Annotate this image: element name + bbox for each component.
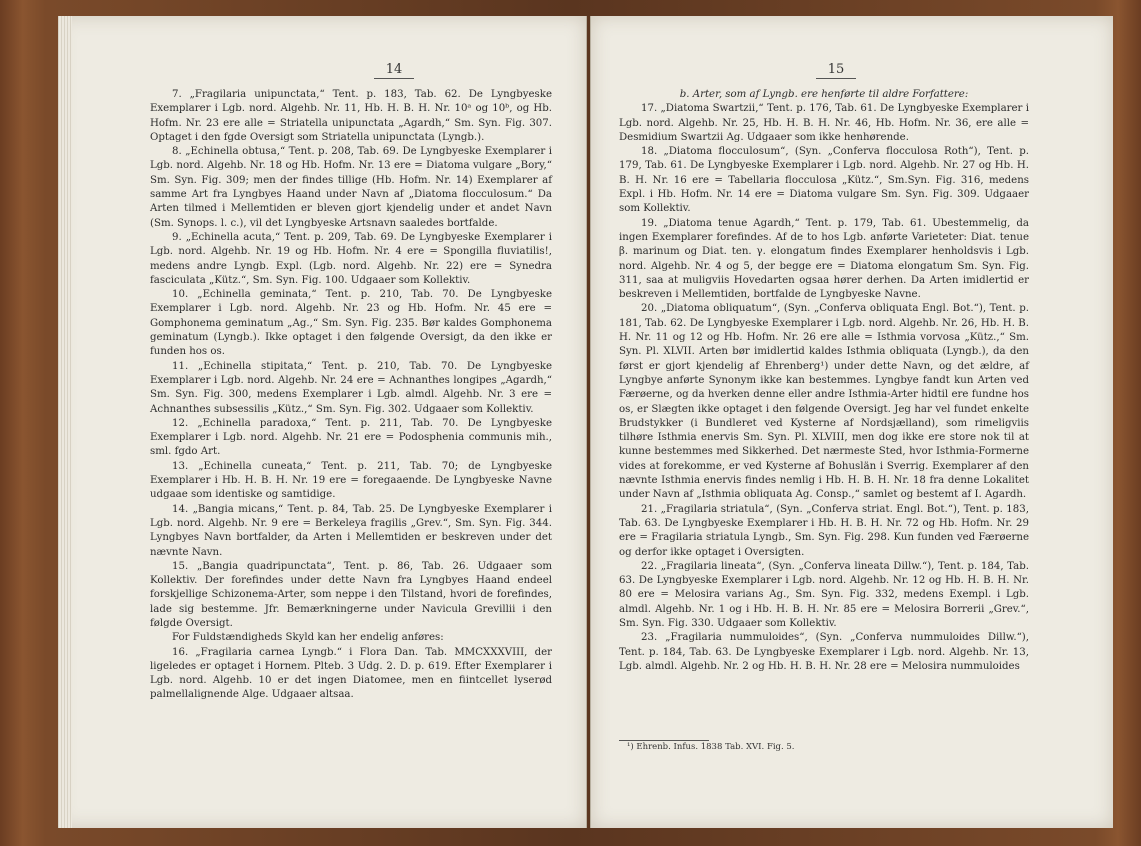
page-number-rule [816,78,856,79]
page-number [374,62,414,79]
paragraph: 16. „Fragilaria carnea Lyngb.“ i Flora Dan. Tab. MMCXXXVIII, der ligeledes er optaget i Hornem. Plteb. 3 Udg. 2. D. p. 619. Efter Exemplarer i Lgb. nord. Algehb. 10 er det ingen Diatomee, men en fiintcellet lyserød palmellalignende Alge. Udgaaer altsaa. [150,646,552,701]
footnote-rule [619,740,709,741]
paragraph: 23. „Fragilaria nummuloides“, (Syn. „Conferva nummuloides Dillw.“), Tent. p. 184, Tab. 63. De Lyngbyeske Exemplarer i Lgb. nord. Algehb. Nr. 13, Lgb. almdl. Algehb. Nr. 2 og Hb. H. B. H. Nr. 28 ere = Melosira nummuloides [619,632,1029,672]
paragraph: 18. „Diatoma flocculosum“, (Syn. „Conferva flocculosa Roth“), Tent. p. 179, Tab. 61. De Lyngbyeske Exemplarer i Lgb. nord. Algehb. Nr. 27 og Hb. H. B. H. Nr. 16 ere = Tabellaria flocculosa „Kütz.“, Sm.Syn. Fig. 316, medens Expl. i Hb. Hofm. Nr. 14 ere = Diatoma vulgare Sm. Syn. Fig. 309. Udgaaer som Kollektiv. [619,146,1029,215]
paragraph: For Fuldstændigheds Skyld kan her endelig anføres: [172,632,444,644]
paragraph: 21. „Fragilaria striatula“, (Syn. „Conferva striat. Engl. Bot.“), Tent. p. 183, Tab. 63. De Lyngbyeske Exemplarer i Hb. H. B. H. Nr. 72 og Hb. Hofm. Nr. 29 ere = Fragilaria striatula Lyngb., Sm. Syn. Fig. 298. Kun funden ved Færøerne og derfor ikke optaget i Oversigten. [619,503,1029,558]
paragraph: 20. „Diatoma obliquatum“, (Syn. „Conferva obliquata Engl. Bot.“), Tent. p. 181, Tab. 62. De Lyngbyeske Exemplarer i Lgb. nord. Algehb. Nr. 26, Hb. H. B. H. Nr. 11 og 12 og Hb. Hofm. Nr. 26 ere alle = Isthmia vorvosa „Kütz.,“ Sm. Syn. Pl. XLVII. Arten bør imidlertid kaldes Isthmia obliquata (Lyngb.), da den først er gjort kjendelig af Ehrenberg¹) under dette Navn, og det ældre, af Lyngbye anførte Synonym ikke kan bestemmes. Lyngbye fandt kun Arten ved Færøerne, og da hverken denne eller andre Isthmia-Arter hidtil ere fundne hos os, er Slægten ikke optaget i den følgende Oversigt. Jeg har vel fundet enkelte Brudstykker (i Bundleret ved Kysterne af Nordsjælland), som rimeligviis tilhøre Isthmia enervis Sm. Syn. Pl. XLVIII, men dog ikke ere store nok til at kunne bestemmes med Sikkerhed. Det nærmeste Sted, hvor Isthmia-Formerne vides at forekomme, er ved Kysterne af Bohuslän i Sverrig. Exemplarer af den nævnte Isthmia enervis findes nemlig i Hb. H. B. H. Nr. 18 fra denne Lokalitet under Navn af „Isthmia obliquata Ag. Consp.,“ samlet og bestemt af I. Agardh. [619,303,1029,501]
page-number-text: 14 [385,62,403,77]
paragraph: 14. „Bangia micans,“ Tent. p. 84, Tab. 25. De Lyngbyeske Exemplarer i Lgb. nord. Algehb. Nr. 9 ere = Berkeleya fragilis „Grev.“, Sm. Syn. Fig. 344. Lyngbyes Navn bortfalder, da Arten i Mellemtiden er beskreven under det nævnte Navn. [150,503,552,558]
paragraph: 17. „Diatoma Swartzii,“ Tent. p. 176, Tab. 61. De Lyngbyeske Exemplarer i Lgb. nord. Algehb. Nr. 25, Hb. H. B. H. Nr. 46, Hb. Hofm. Nr. 36, ere alle = Desmidium Swartzii Ag. Udgaaer som ikke henhørende. [619,103,1029,143]
left-page-text [150,88,552,703]
paragraph: 19. „Diatoma tenue Agardh,“ Tent. p. 179, Tab. 61. Ubestemmelig, da ingen Exemplarer forefindes. Af de to hos Lgb. anførte Varieteter: Diat. tenue β. marinum og Diat. ten. γ. elongatum findes Exemplarer henholdsvis i Lgb. nord. Algehb. Nr. 4 og 5, der begge ere = Diatoma elongatum Sm. Syn. Fig. 311, saa at muligviis Hovedarten ogsaa hører derhen. Da Arten imidlertid er beskreven i Mellemtiden, bortfalde de Lyngbyeske Navne. [619,217,1029,301]
section-heading: b. Arter, som af Lyngb. ere henførte til aldre Forfattere: [679,89,969,100]
paragraph: 7. „Fragilaria unipunctata,“ Tent. p. 183, Tab. 62. De Lyngbyeske Exemplarer i Lgb. nord. Algehb. Nr. 11, Hb. H. B. H. Nr. 10ᵃ og 10ᵇ, og Hb. Hofm. Nr. 23 ere alle = Striatella unipunctata „Agardh,“ Sm. Syn. Fig. 307. Optaget i den fgde Oversigt som Striatella unipunctata (Lyngb.). [150,89,552,143]
footnote: ¹) Ehrenb. Infus. 1838 Tab. XVI. Fig. 5. [627,742,795,752]
paragraph: 8. „Echinella obtusa,“ Tent. p. 208, Tab. 69. De Lyngbyeske Exemplarer i Lgb. nord. Algehb. Nr. 18 og Hb. Hofm. Nr. 13 ere = Diatoma vulgare „Bory,“ Sm. Syn. Fig. 309; men der findes tillige (Hb. Hofm. Nr. 14) Exemplarer af samme Art fra Lyngbyes Haand under Navn af „Diatoma flocculosum.“ Da Arten tilmed i Mellemtiden er bleven gjort kjendelig under et andet Navn (Sm. Synops. l. c.), vil det Lyngbyeske Artsnavn saaledes bortfalde. [150,146,552,229]
paragraph: 13. „Echinella cuneata,“ Tent. p. 211, Tab. 70; de Lyngbyeske Exemplarer i Hb. H. B. H. Nr. 19 ere = foregaaende. De Lyngbyeske Navne udgaae som identiske og samtidige. [150,460,552,501]
right-page-text [619,88,1029,674]
paragraph: 9. „Echinella acuta,“ Tent. p. 209, Tab. 69. De Lyngbyeske Exemplarer i Lgb. nord. Algehb. Nr. 19 og Hb. Hofm. Nr. 4 ere = Spongilla fluviatilis!, medens andre Lyngb. Expl. (Lgb. nord. Algehb. Nr. 22) ere = Synedra fasciculata „Kütz.“, Sm. Syn. Fig. 100. Udgaaer som Kollektiv. [150,231,552,286]
page-number [816,62,856,79]
paragraph: 10. „Echinella geminata,“ Tent. p. 210, Tab. 70. De Lyngbyeske Exemplarer i Lgb. nord. Algehb. Nr. 23 og Hb. Hofm. Nr. 45 ere = Gomphonema geminatum „Ag.,“ Sm. Syn. Fig. 235. Bør kaldes Gomphonema geminatum (Lyngb.). Ikke optaget i den følgende Oversigt, da den ikke er funden hos os. [150,289,552,358]
paragraph: 15. „Bangia quadripunctata“, Tent. p. 86, Tab. 26. Udgaaer som Kollektiv. Der forefindes under dette Navn fra Lyngbyes Haand endeel forskjellige Schizonema-Arter, som neppe i den Tilstand, hvori de forefindes, lade sig bestemme. Jfr. Bemærkningerne under Navicula Grevillii i den følgde Oversigt. [150,560,552,629]
left-page [58,16,587,828]
right-page [590,16,1113,828]
page-number-text: 15 [827,62,845,77]
paragraph: 12. „Echinella paradoxa,“ Tent. p. 211, Tab. 70. De Lyngbyeske Exemplarer i Lgb. nord. Algehb. Nr. 21 ere = Podosphenia communis mih., sml. fgdo Art. [150,417,552,458]
paragraph: 11. „Echinella stipitata,“ Tent. p. 210, Tab. 70. De Lyngbyeske Exemplarer i Lgb. nord. Algehb. Nr. 24 ere = Achnanthes longipes „Agardh,“ Sm. Syn. Fig. 300, medens Exemplarer i Lgb. almdl. Algehb. Nr. 3 ere = Achnanthes subsessilis „Kütz.,“ Sm. Syn. Fig. 302. Udgaaer som Kollektiv. [150,360,552,415]
paragraph: 22. „Fragilaria lineata“, (Syn. „Conferva lineata Dillw.“), Tent. p. 184, Tab. 63. De Lyngbyeske Exemplarer i Lgb. nord. Algehb. Nr. 12 og Hb. H. B. H. Nr. 80 ere = Melosira varians Ag., Sm. Syn. Fig. 332, medens Exempl. i Lgb. almdl. Algehb. Nr. 1 og i Hb. H. B. H. Nr. 85 ere = Melosira Borrerii „Grev.“, Sm. Syn. Fig. 330. Udgaaer som Kollektiv. [619,560,1029,629]
page-number-rule [374,78,414,79]
